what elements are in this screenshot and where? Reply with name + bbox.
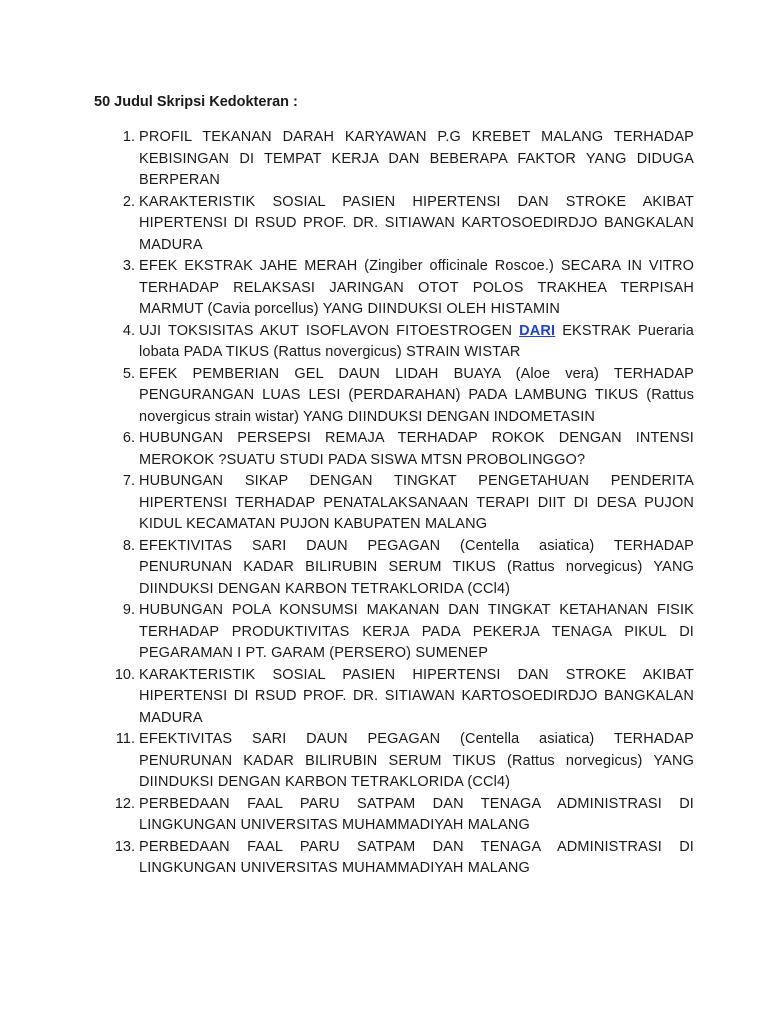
item-number: 1. [122, 129, 135, 145]
item-number: 7. [122, 473, 135, 489]
item-text-part: KARAKTERISTIK SOSIAL PASIEN HIPERTENSI DAN STROKE AKIBAT HIPERTENSI DI RSUD PROF. DR. SITIAWAN KARTOSOEDIRDJO BANGKALAN MADURA [139, 193, 694, 253]
item-text-part: HUBUNGAN SIKAP DENGAN TINGKAT PENGETAHUAN PENDERITA HIPERTENSI TERHADAP PENATALAKSANAAN TERAPI DIIT DI DESA PUJON KIDUL KECAMATAN PUJON KABUPATEN MALANG [139, 473, 694, 532]
item-number: 4. [122, 322, 135, 339]
list-item [94, 837, 694, 880]
item-text [139, 794, 694, 837]
item-text [139, 428, 694, 471]
list-item [94, 364, 694, 429]
list-item [94, 536, 694, 601]
title-list [94, 127, 694, 880]
item-text [139, 321, 694, 364]
document-title: 50 Judul Skripsi Kedokteran : [94, 94, 298, 110]
item-text-part: EFEK PEMBERIAN GEL DAUN LIDAH BUAYA (Aloe vera) TERHADAP PENGURANGAN LUAS LESI (PERDARAHAN) PADA LAMBUNG TIKUS (Rattus novergicus strain wistar) YANG DIINDUKSI DENGAN INDOMETASIN [139, 365, 694, 425]
list-item [94, 428, 694, 471]
item-number: 5. [122, 365, 135, 382]
item-text-part: EFEK EKSTRAK JAHE MERAH (Zingiber officinale Roscoe.) SECARA IN VITRO TERHADAP RELAKSASI JARINGAN OTOT POLOS TRAKHEA TERPISAH MARMUT (Cavia porcellus) YANG DIINDUKSI OLEH HISTAMIN [139, 258, 694, 317]
item-number: 6. [122, 430, 135, 446]
item-text [139, 192, 694, 257]
item-text-part: PERBEDAAN FAAL PARU SATPAM DAN TENAGA ADMINISTRASI DI LINGKUNGAN UNIVERSITAS MUHAMMADIYAH MALANG [139, 838, 694, 876]
item-text-part: PROFIL TEKANAN DARAH KARYAWAN P.G KREBET MALANG TERHADAP KEBISINGAN DI TEMPAT KERJA DAN BEBERAPA FAKTOR YANG DIDUGA BERPERAN [139, 129, 694, 188]
item-text-part: EFEKTIVITAS SARI DAUN PEGAGAN (Centella asiatica) TERHADAP PENURUNAN KADAR BILIRUBIN SERUM TIKUS (Rattus norvegicus) YANG DIINDUKSI DENGAN KARBON TETRAKLORIDA (CCl4) [139, 537, 694, 597]
item-text-part: HUBUNGAN POLA KONSUMSI MAKANAN DAN TINGKAT KETAHANAN FISIK TERHADAP PRODUKTIVITAS KERJA PADA PEKERJA TENAGA PIKUL DI PEGARAMAN I PT. GARAM (PERSERO) SUMENEP [139, 602, 694, 661]
item-text-part: UJI TOKSISITAS AKUT ISOFLAVON FITOESTROGEN [139, 322, 520, 339]
item-text-part: EKSTRAK Pueraria lobata PADA TIKUS (Rattus novergicus) STRAIN WISTAR [139, 322, 694, 360]
item-text-part: PERBEDAAN FAAL PARU SATPAM DAN TENAGA ADMINISTRASI DI LINGKUNGAN UNIVERSITAS MUHAMMADIYAH MALANG [139, 795, 694, 833]
item-text [139, 837, 694, 880]
list-item [94, 729, 694, 794]
list-item [94, 321, 694, 364]
list-item [94, 665, 694, 730]
item-number: 8. [122, 537, 135, 554]
item-number: 2. [122, 193, 135, 210]
item-number: 10. [114, 666, 135, 683]
item-text [139, 600, 694, 665]
item-text [139, 536, 694, 601]
list-item [94, 192, 694, 257]
item-text [139, 471, 694, 536]
list-item [94, 127, 694, 192]
list-item [94, 600, 694, 665]
item-text [139, 665, 694, 730]
item-text [139, 127, 694, 192]
list-item [94, 794, 694, 837]
item-number: 13. [114, 838, 135, 855]
item-text [139, 364, 694, 429]
item-number: 12. [114, 795, 135, 812]
list-item [94, 471, 694, 536]
item-text [139, 256, 694, 321]
item-text-part: HUBUNGAN PERSEPSI REMAJA TERHADAP ROKOK DENGAN INTENSI MEROKOK ?SUATU STUDI PADA SISWA MTSN PROBOLINGGO? [139, 430, 694, 468]
item-text-part: EFEKTIVITAS SARI DAUN PEGAGAN (Centella asiatica) TERHADAP PENURUNAN KADAR BILIRUBIN SERUM TIKUS (Rattus norvegicus) YANG DIINDUKSI DENGAN KARBON TETRAKLORIDA (CCl4) [139, 731, 694, 790]
item-number: 9. [122, 602, 135, 618]
dari-link[interactable]: DARI [519, 322, 556, 339]
list-item [94, 256, 694, 321]
item-number: 11. [115, 731, 135, 747]
item-number: 3. [122, 258, 135, 274]
item-text [139, 729, 694, 794]
item-text-part: KARAKTERISTIK SOSIAL PASIEN HIPERTENSI DAN STROKE AKIBAT HIPERTENSI DI RSUD PROF. DR. SITIAWAN KARTOSOEDIRDJO BANGKALAN MADURA [139, 666, 694, 726]
